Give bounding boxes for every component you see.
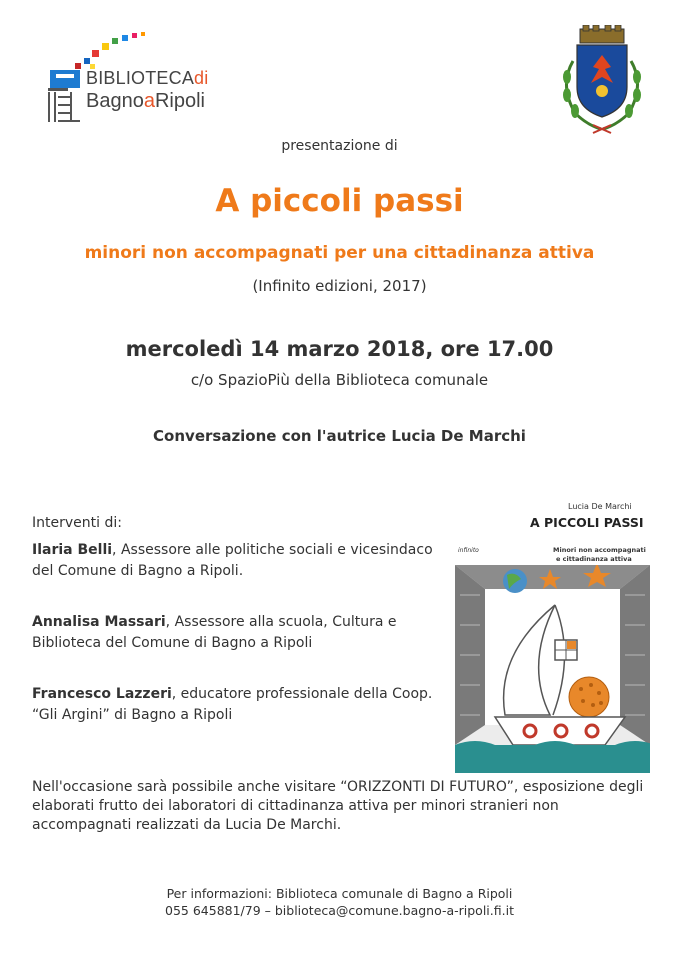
book-illustration-icon	[455, 565, 650, 773]
speaker-name: Ilaria Belli	[32, 542, 113, 558]
speaker-role: , Assessore alla scuola, Cultura e Biblioteca del Comune di Bagno a Ripoli	[32, 614, 397, 651]
intro-text: presentazione di	[281, 138, 398, 154]
footer-info: Per informazioni: Biblioteca comunale di Bagno a Ripoli	[166, 886, 513, 901]
book-subtitle-line1: Minori non accompagnati	[553, 546, 646, 554]
edition-text: (Infinito edizioni, 2017)	[252, 277, 427, 295]
library-name-line2: BagnoaRipoli	[86, 90, 205, 112]
speakers-heading: Interventi di:	[32, 515, 122, 531]
page-subtitle: minori non accompagnati per una cittadinanza attiva	[84, 243, 595, 263]
speaker-item	[32, 540, 452, 582]
library-name-line1: BIBLIOTECAdi	[86, 68, 209, 88]
speaker-item	[32, 612, 452, 654]
speaker-name: Annalisa Massari	[32, 614, 166, 630]
page-title: A piccoli passi	[215, 183, 464, 219]
book-title: A PICCOLI PASSI	[530, 515, 644, 530]
book-publisher: infinito	[458, 547, 479, 554]
speaker-role: , Assessore alle politiche sociali e vicesindaco del Comune di Bagno a Ripoli.	[32, 542, 433, 579]
speaker-item	[32, 684, 452, 726]
event-place: c/o SpazioPiù della Biblioteca comunale	[190, 371, 489, 389]
event-date: mercoledì 14 marzo 2018, ore 17.00	[125, 337, 554, 361]
footer-contacts: 055 645881/79 – biblioteca@comune.bagno-a-ripoli.fi.it	[165, 903, 514, 918]
speaker-name: Francesco Lazzeri	[32, 686, 172, 702]
book-author: Lucia De Marchi	[568, 502, 632, 511]
speaker-role: , educatore professionale della Coop. “Gli Argini” di Bagno a Ripoli	[32, 686, 433, 723]
exhibition-note: Nell'occasione sarà possibile anche visitare “ORIZZONTI DI FUTURO”, esposizione degli elaborati frutto dei laboratori di cittadinanza attiva per minori stranieri non accompagnati realizzati da Lucia De Marchi.	[32, 779, 644, 833]
book-subtitle-line2: e cittadinanza attiva	[556, 555, 632, 563]
coat-of-arms-icon	[553, 25, 651, 137]
event-conversation: Conversazione con l'autrice Lucia De Marchi	[153, 427, 526, 445]
